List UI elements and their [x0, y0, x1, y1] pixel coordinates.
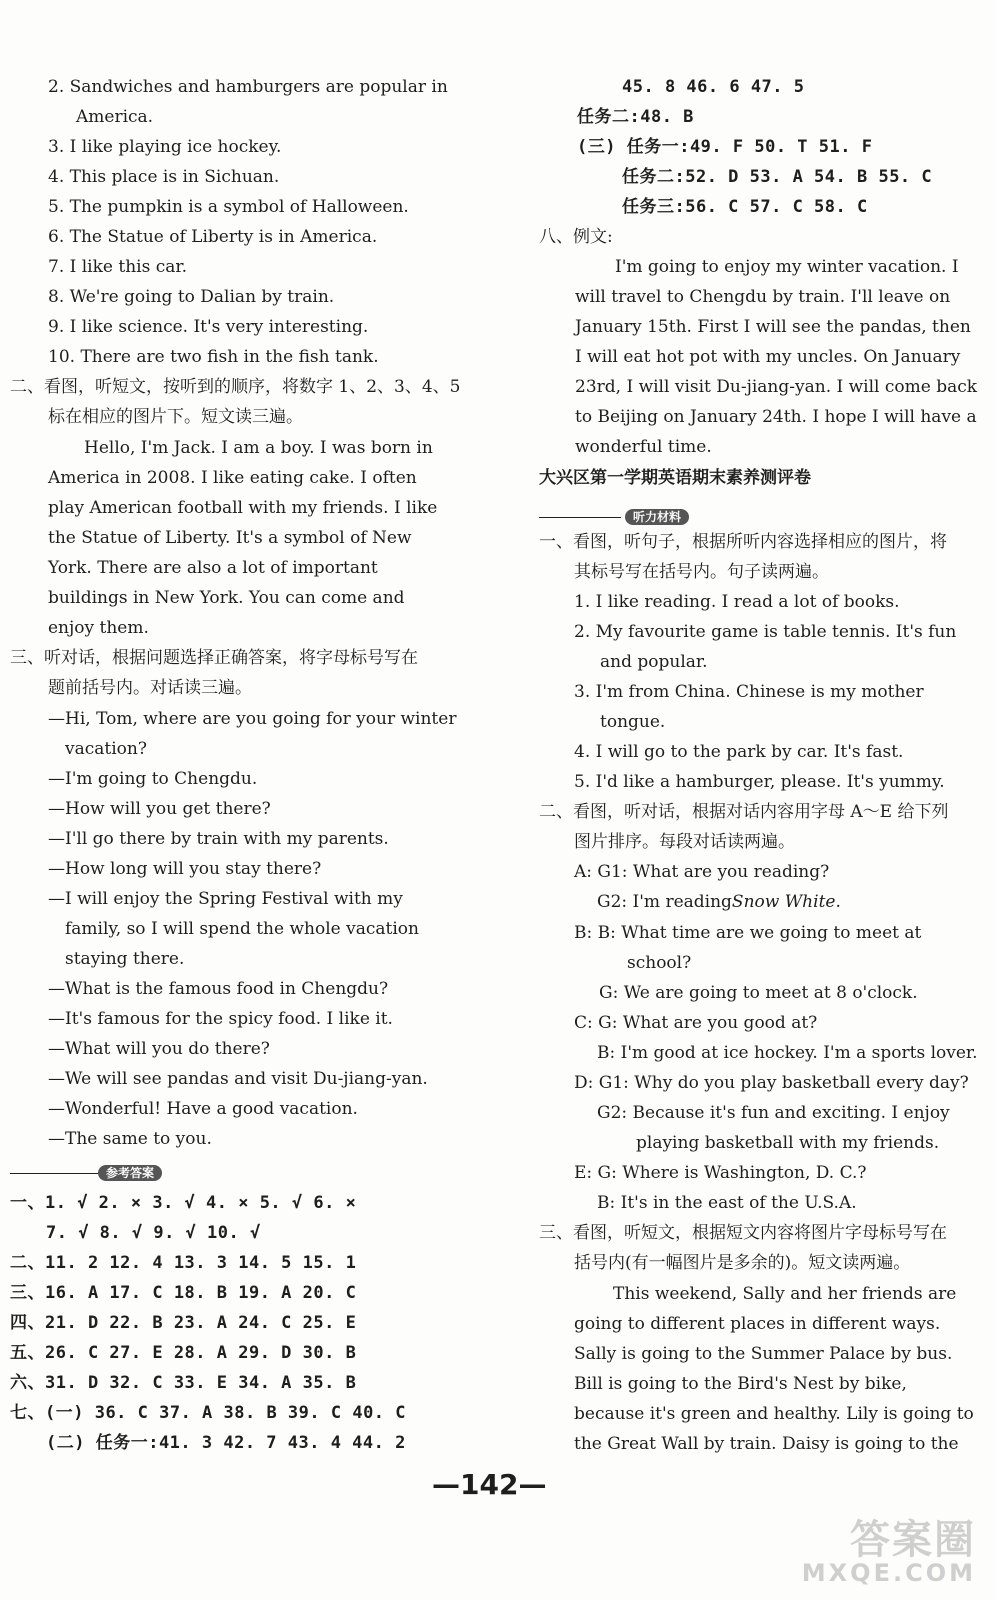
answer-line: 三、16. A 17. C 18. B 19. A 20. C — [10, 1283, 357, 1303]
answer-line: 7. √ 8. √ 9. √ 10. √ — [46, 1223, 261, 1243]
part-3-line: Sally is going to the Summer Palace by bus. — [574, 1344, 953, 1364]
passage-line: enjoy them. — [48, 618, 149, 638]
q1-line: 8. We're going to Dalian by train. — [48, 287, 335, 307]
listening-tag: 听力材料 — [625, 509, 689, 525]
part-1-line: 2. My favourite game is table tennis. It's fun — [574, 622, 957, 642]
part-3-line: the Great Wall by train. Daisy is going to the — [574, 1434, 959, 1454]
section-2-instruction: 二、看图，听短文，按听到的顺序，将数字 1、2、3、4、5 — [10, 377, 461, 397]
part-2-line: C: G: What are you good at? — [574, 1013, 818, 1033]
answer-divider — [10, 1173, 98, 1174]
book-title: Snow White — [731, 892, 836, 912]
part-3-line: going to different places in different ways. — [574, 1314, 941, 1334]
answer-line: 任务二:48. B — [577, 107, 694, 127]
q1-line: 5. The pumpkin is a symbol of Halloween. — [48, 197, 409, 217]
answer-line: 四、21. D 22. B 23. A 24. C 25. E — [10, 1313, 357, 1333]
page-number: —142— — [432, 1468, 547, 1501]
part-1-instruction: 一、看图，听句子，根据所听内容选择相应的图片，将 — [539, 532, 947, 552]
answer-line: 一、1. √ 2. × 3. √ 4. × 5. √ 6. × — [10, 1193, 357, 1213]
essay-line: January 15th. First I will see the pandas, then — [575, 317, 971, 337]
section-8-label: 八、例文: — [539, 227, 613, 247]
part-2-line: A: G1: What are you reading? — [574, 862, 830, 882]
exam-title: 大兴区第一学期英语期末素养测评卷 — [539, 468, 811, 488]
passage-line: play American football with my friends. I like — [48, 498, 438, 518]
dialog-line: staying there. — [65, 949, 185, 969]
dialog-line: —Hi, Tom, where are you going for your winter — [48, 709, 457, 729]
essay-line: wonderful time. — [575, 437, 712, 457]
watermark-text: 答案圈 — [850, 1517, 976, 1563]
part-2-line: G: We are going to meet at 8 o'clock. — [599, 983, 918, 1003]
part-2-line: B: B: What time are we going to meet at — [574, 923, 922, 943]
answer-line: 任务三:56. C 57. C 58. C — [622, 197, 868, 217]
part-2-text: G2: I'm reading — [597, 892, 732, 912]
section-2-instruction: 标在相应的图片下。短文读三遍。 — [48, 407, 303, 427]
watermark-url: MXQE.COM — [801, 1559, 976, 1587]
part-1-line: 4. I will go to the park by car. It's fast. — [574, 742, 904, 762]
part-2-line: D: G1: Why do you play basketball every day? — [574, 1073, 969, 1093]
dialog-line: —It's famous for the spicy food. I like it. — [48, 1009, 393, 1029]
dialog-line: —Wonderful! Have a good vacation. — [48, 1099, 358, 1119]
part-2-line: B: It's in the east of the U.S.A. — [597, 1193, 857, 1213]
essay-line: to Beijing on January 24th. I hope I will have a — [575, 407, 977, 427]
passage-line: America in 2008. I like eating cake. I often — [48, 468, 417, 488]
section-3-instruction: 三、听对话，根据问题选择正确答案，将字母标号写在 — [10, 648, 418, 668]
dialog-line: —I will enjoy the Spring Festival with my — [48, 889, 403, 909]
answer-line: (三) 任务一:49. F 50. T 51. F — [577, 137, 873, 157]
part-1-instruction: 其标号写在括号内。句子读两遍。 — [574, 562, 829, 582]
part-3-instruction: 括号内(有一幅图片是多余的)。短文读两遍。 — [574, 1253, 911, 1273]
answer-line: 七、(一) 36. C 37. A 38. B 39. C 40. C — [10, 1403, 407, 1423]
q1-line: 7. I like this car. — [48, 257, 188, 277]
section-3-instruction: 题前括号内。对话读三遍。 — [48, 678, 252, 698]
dialog-line: —How will you get there? — [48, 799, 271, 819]
dialog-line: —What will you do there? — [48, 1039, 270, 1059]
passage-line: buildings in New York. You can come and — [48, 588, 405, 608]
essay-line: will travel to Chengdu by train. I'll leave on — [575, 287, 951, 307]
dialog-line: —We will see pandas and visit Du-jiang-yan. — [48, 1069, 428, 1089]
dialog-line: family, so I will spend the whole vacation — [65, 919, 419, 939]
q1-line: 4. This place is in Sichuan. — [48, 167, 280, 187]
answer-line: 二、11. 2 12. 4 13. 3 14. 5 15. 1 — [10, 1253, 357, 1273]
part-3-line: because it's green and healthy. Lily is going to — [574, 1404, 974, 1424]
dialog-line: —The same to you. — [48, 1129, 212, 1149]
part-1-line: 3. I'm from China. Chinese is my mother — [574, 682, 924, 702]
answer-tag: 参考答案 — [98, 1165, 162, 1181]
q1-line: 10. There are two fish in the fish tank. — [48, 347, 379, 367]
q1-line: 3. I like playing ice hockey. — [48, 137, 282, 157]
part-2-line: B: I'm good at ice hockey. I'm a sports lover. — [597, 1043, 978, 1063]
passage-line: the Statue of Liberty. It's a symbol of New — [48, 528, 412, 548]
q1-line: 2. Sandwiches and hamburgers are popular in — [48, 77, 448, 97]
passage-line: York. There are also a lot of important — [48, 558, 378, 578]
listening-divider — [539, 517, 621, 518]
dialog-line: —What is the famous food in Chengdu? — [48, 979, 389, 999]
part-1-line: 5. I'd like a hamburger, please. It's yummy. — [574, 772, 945, 792]
part-1-line: tongue. — [600, 712, 666, 732]
punctuation: . — [835, 892, 841, 912]
passage-line: Hello, I'm Jack. I am a boy. I was born in — [84, 438, 433, 458]
answer-line: 任务二:52. D 53. A 54. B 55. C — [622, 167, 933, 187]
part-2-line: G2: Because it's fun and exciting. I enjoy — [597, 1103, 950, 1123]
part-1-line: and popular. — [600, 652, 708, 672]
answer-line: 五、26. C 27. E 28. A 29. D 30. B — [10, 1343, 357, 1363]
part-1-line: 1. I like reading. I read a lot of books. — [574, 592, 900, 612]
dialog-line: —I'll go there by train with my parents. — [48, 829, 389, 849]
dialog-line: vacation? — [65, 739, 147, 759]
essay-line: 23rd, I will visit Du-jiang-yan. I will come back — [575, 377, 978, 397]
part-2-line: playing basketball with my friends. — [636, 1133, 940, 1153]
dialog-line: —How long will you stay there? — [48, 859, 322, 879]
answer-line: 45. 8 46. 6 47. 5 — [622, 77, 805, 97]
q1-line: America. — [76, 107, 154, 127]
part-2-line — [597, 887, 841, 917]
part-2-line: E: G: Where is Washington, D. C.? — [574, 1163, 867, 1183]
part-3-instruction: 三、看图，听短文，根据短文内容将图片字母标号写在 — [539, 1223, 947, 1243]
watermark-logo — [801, 1517, 976, 1587]
q1-line: 6. The Statue of Liberty is in America. — [48, 227, 378, 247]
part-2-line: school? — [627, 953, 692, 973]
part-3-line: Bill is going to the Bird's Nest by bike, — [574, 1374, 907, 1394]
part-2-instruction: 图片排序。每段对话读两遍。 — [574, 832, 795, 852]
q1-line: 9. I like science. It's very interesting. — [48, 317, 369, 337]
part-2-instruction: 二、看图，听对话，根据对话内容用字母 A～E 给下列 — [539, 802, 949, 822]
answer-line: 六、31. D 32. C 33. E 34. A 35. B — [10, 1373, 357, 1393]
part-3-line: This weekend, Sally and her friends are — [613, 1284, 957, 1304]
dialog-line: —I'm going to Chengdu. — [48, 769, 258, 789]
answer-line: (二) 任务一:41. 3 42. 7 43. 4 44. 2 — [46, 1433, 406, 1453]
essay-line: I will eat hot pot with my uncles. On January — [575, 347, 961, 367]
essay-line: I'm going to enjoy my winter vacation. I — [615, 257, 959, 277]
